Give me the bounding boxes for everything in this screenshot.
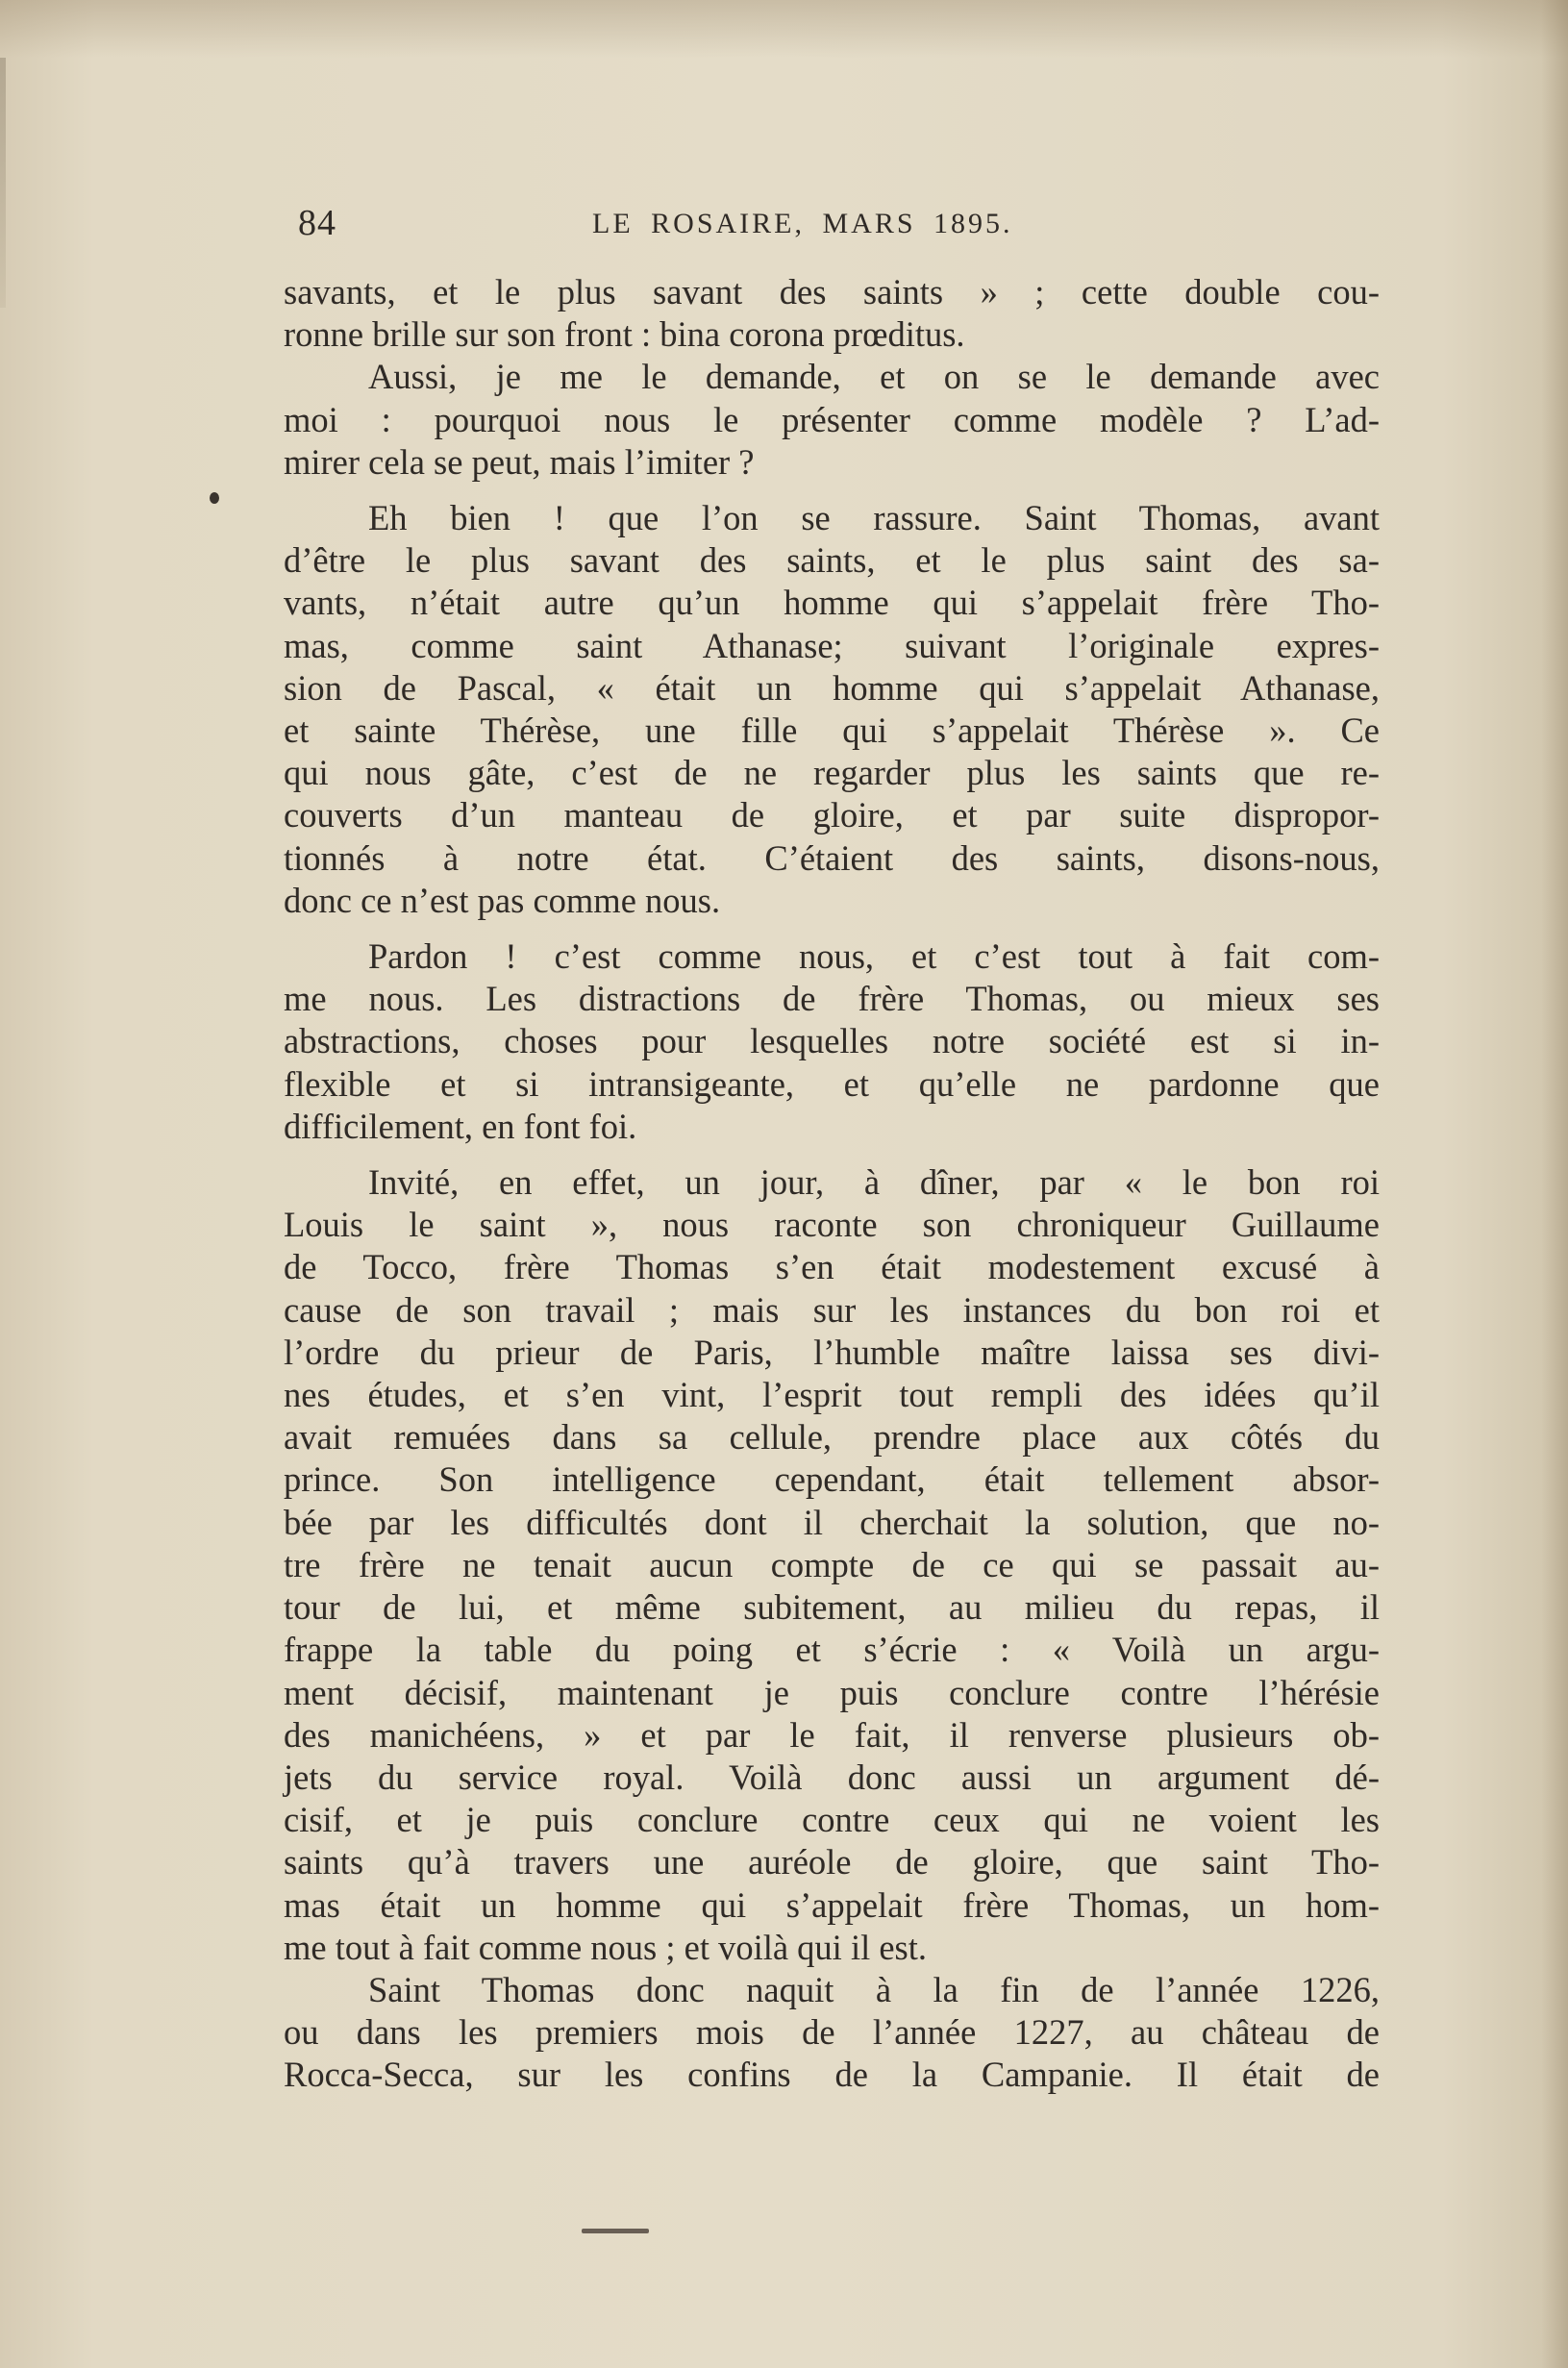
text-line: vants, n’était autre qu’un homme qui s’appelait frère Tho- <box>284 583 1380 623</box>
text-line: couverts d’un manteau de gloire, et par suite dispropor- <box>284 795 1380 835</box>
text-line: Aussi, je me le demande, et on se le demande avec <box>368 357 1380 397</box>
text-line: me nous. Les distractions de frère Thomas, ou mieux ses <box>284 979 1380 1019</box>
text-line: Louis le saint », nous raconte son chroniqueur Guillaume <box>284 1205 1380 1245</box>
text-line: Invité, en effet, un jour, à dîner, par « le bon roi <box>368 1162 1380 1203</box>
page-number: 84 <box>298 203 336 243</box>
text-line: frappe la table du poing et s’écrie : « Voilà un argu- <box>284 1630 1380 1670</box>
text-line: tre frère ne tenait aucun compte de ce qui se passait au- <box>284 1544 1380 1584</box>
text-line: saints qu’à travers une auréole de gloire, que saint Tho- <box>284 1842 1380 1882</box>
text-line: prince. Son intelligence cependant, était tellement absor- <box>284 1459 1380 1500</box>
text-line: qui nous gâte, c’est de ne regarder plus les saints que re- <box>284 753 1380 793</box>
page-top-shadow <box>0 0 1568 58</box>
text-line: moi : pourquoi nous le présenter comme modèle ? L’ad- <box>284 399 1380 439</box>
text-line: des manichéens, » et par le fait, il renverse plusieurs ob- <box>284 1714 1380 1755</box>
text-line: nes études, et s’en vint, l’esprit tout rempli des idées qu’il <box>284 1375 1380 1415</box>
text-line: mirer cela se peut, mais l’imiter ? <box>284 441 755 482</box>
text-line: d’être le plus savant des saints, et le plus saint des sa- <box>284 540 1380 581</box>
body-text <box>284 271 1380 2097</box>
text-line: mas, comme saint Athanase; suivant l’originale expres- <box>284 625 1380 665</box>
text-line: ou dans les premiers mois de l’année 1227, au château de <box>284 2012 1380 2053</box>
text-line: Eh bien ! que l’on se rassure. Saint Thomas, avant <box>368 498 1380 538</box>
text-line: me tout à fait comme nous ; et voilà qui il est. <box>284 1927 928 1967</box>
text-line: tionnés à notre état. C’étaient des saints, disons-nous, <box>284 837 1380 878</box>
text-line: sion de Pascal, « était un homme qui s’appelait Athanase, <box>284 667 1380 708</box>
text-line: ment décisif, maintenant je puis conclure contre l’hérésie <box>284 1672 1380 1712</box>
text-line: difficilement, en font foi. <box>284 1106 637 1146</box>
text-line: cause de son travail ; mais sur les instances du bon roi et <box>284 1289 1380 1330</box>
text-line: de Tocco, frère Thomas s’en était modestement excusé à <box>284 1247 1380 1287</box>
text-line: cisif, et je puis conclure contre ceux qui ne voient les <box>284 1800 1380 1840</box>
running-head: LE ROSAIRE, MARS 1895. <box>592 208 1013 239</box>
page-left-edge <box>0 58 6 308</box>
text-line: savants, et le plus savant des saints » ; cette double cou- <box>284 272 1380 312</box>
page-header <box>298 202 1375 250</box>
text-line: l’ordre du prieur de Paris, l’humble maître laissa ses divi- <box>284 1332 1380 1372</box>
text-line: ronne brille sur son front : bina corona prœditus. <box>284 314 965 355</box>
text-line: Saint Thomas donc naquit à la fin de l’année 1226, <box>368 1969 1380 2009</box>
text-line: et sainte Thérèse, une fille qui s’appelait Thérèse ». Ce <box>284 710 1380 751</box>
text-line: Rocca-Secca, sur les confins de la Campanie. Il était de <box>284 2055 1380 2095</box>
text-line: donc ce n’est pas comme nous. <box>284 880 721 920</box>
text-line: Pardon ! c’est comme nous, et c’est tout à fait com- <box>368 936 1380 977</box>
text-line: bée par les difficultés dont il cherchait la solution, que no- <box>284 1502 1380 1542</box>
text-line: jets du service royal. Voilà donc aussi un argument dé- <box>284 1757 1380 1797</box>
margin-dot-mark <box>210 492 219 504</box>
text-line: abstractions, choses pour lesquelles notre société est si in- <box>284 1021 1380 1061</box>
printer-mark <box>582 2229 649 2233</box>
text-line: avait remuées dans sa cellule, prendre place aux côtés du <box>284 1417 1380 1458</box>
text-line: mas était un homme qui s’appelait frère Thomas, un hom- <box>284 1884 1380 1925</box>
text-line: tour de lui, et même subitement, au milieu du repas, il <box>284 1587 1380 1628</box>
text-line: flexible et si intransigeante, et qu’elle ne pardonne que <box>284 1063 1380 1104</box>
page-edge-shadow <box>1541 0 1568 2368</box>
